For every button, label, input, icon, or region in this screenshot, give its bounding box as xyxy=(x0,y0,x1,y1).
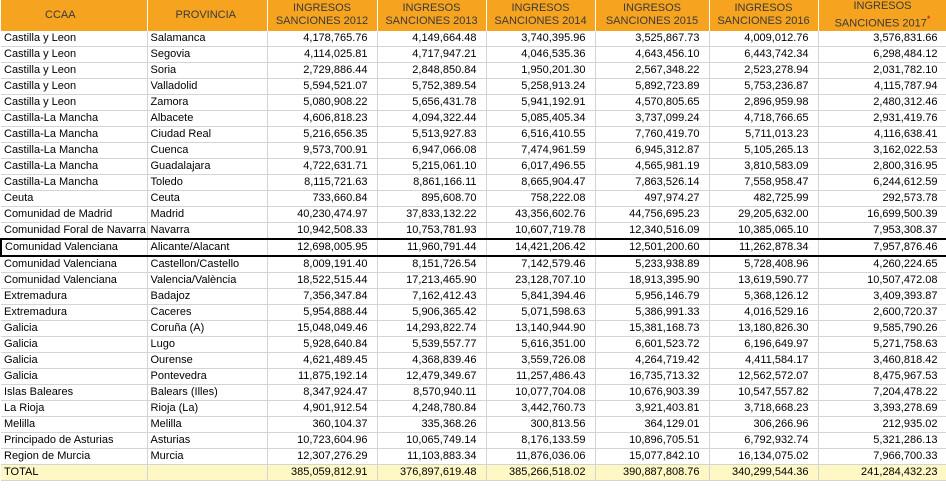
provincia-cell[interactable]: Valencia/València xyxy=(147,272,267,288)
provincia-cell[interactable]: Guadalajara xyxy=(147,158,267,174)
table-row xyxy=(1,256,946,273)
value-cell[interactable]: 12,479,349.67 xyxy=(377,368,486,384)
value-cell[interactable]: 23,128,707.10 xyxy=(486,272,595,288)
table-row xyxy=(1,239,946,256)
value-cell[interactable]: 4,264,719.42 xyxy=(595,352,709,368)
table-row xyxy=(1,384,946,400)
value-cell[interactable]: 5,513,927.83 xyxy=(377,126,486,142)
value-cell[interactable]: 5,928,640.84 xyxy=(267,336,377,352)
ccaa-cell[interactable]: Castilla-La Mancha xyxy=(1,174,147,190)
header-year-2013[interactable] xyxy=(377,0,486,31)
table-row xyxy=(1,94,946,110)
value-cell[interactable]: 7,957,876.46 xyxy=(818,239,946,256)
ccaa-cell[interactable]: Comunidad Foral de Navarra xyxy=(1,222,147,239)
value-cell[interactable]: 12,501,200.60 xyxy=(595,239,709,256)
value-cell[interactable]: 335,368.26 xyxy=(377,416,486,432)
header-line2: SANCIONES 2016 xyxy=(717,15,810,28)
provincia-cell[interactable]: Navarra xyxy=(147,222,267,239)
value-cell[interactable]: 8,475,967.53 xyxy=(818,368,946,384)
provincia-cell[interactable]: Ceuta xyxy=(147,190,267,206)
value-cell[interactable]: 4,248,780.84 xyxy=(377,400,486,416)
ccaa-cell[interactable]: Comunidad Valenciana xyxy=(1,272,147,288)
table-row xyxy=(1,110,946,126)
ccaa-cell[interactable]: Galicia xyxy=(1,352,147,368)
value-cell[interactable]: 5,071,598.63 xyxy=(486,304,595,320)
value-cell[interactable]: 6,017,496.55 xyxy=(486,158,595,174)
table-row xyxy=(1,158,946,174)
value-cell[interactable]: 29,205,632.00 xyxy=(709,206,818,222)
value-cell[interactable]: 13,619,590.77 xyxy=(709,272,818,288)
ccaa-cell[interactable]: Comunidad Valenciana xyxy=(1,239,147,256)
value-cell[interactable]: 5,215,061.10 xyxy=(377,158,486,174)
table-row xyxy=(1,432,946,448)
value-cell[interactable]: 6,244,612.59 xyxy=(818,174,946,190)
total-value-cell[interactable]: 376,897,619.48 xyxy=(377,464,486,480)
provincia-cell[interactable]: Albacete xyxy=(147,110,267,126)
value-cell[interactable]: 10,753,781.93 xyxy=(377,222,486,239)
header-year-2012[interactable] xyxy=(267,0,377,31)
value-cell[interactable]: 12,562,572.07 xyxy=(709,368,818,384)
value-cell[interactable]: 5,105,265.13 xyxy=(709,142,818,158)
header-line1: INGRESOS xyxy=(402,2,461,15)
value-cell[interactable]: 12,698,005.95 xyxy=(267,239,377,256)
value-cell[interactable]: 8,115,721.63 xyxy=(267,174,377,190)
value-cell[interactable]: 16,134,075.02 xyxy=(709,448,818,464)
value-cell[interactable]: 7,204,478.22 xyxy=(818,384,946,400)
table-row xyxy=(1,416,946,432)
header-year-2016[interactable] xyxy=(709,0,818,31)
ccaa-cell[interactable]: Castilla-La Mancha xyxy=(1,110,147,126)
header-line1: INGRESOS xyxy=(292,2,352,15)
header-line1: INGRESOS xyxy=(622,2,682,15)
value-cell[interactable]: 895,608.70 xyxy=(377,190,486,206)
ccaa-cell[interactable]: Ceuta xyxy=(1,190,147,206)
header-line2: SANCIONES 2017 xyxy=(834,17,927,30)
value-cell[interactable]: 4,114,025.81 xyxy=(267,46,377,62)
value-cell[interactable]: 4,565,981.19 xyxy=(595,158,709,174)
provincia-cell[interactable]: Balears (Illes) xyxy=(147,384,267,400)
ccaa-cell[interactable]: Region de Murcia xyxy=(1,448,147,464)
value-cell[interactable]: 5,954,888.44 xyxy=(267,304,377,320)
value-cell[interactable]: 3,525,867.73 xyxy=(595,31,709,47)
value-cell[interactable]: 7,356,347.84 xyxy=(267,288,377,304)
value-cell[interactable]: 3,393,278.69 xyxy=(818,400,946,416)
table-row xyxy=(1,336,946,352)
value-cell[interactable]: 3,921,403.81 xyxy=(595,400,709,416)
value-cell[interactable]: 4,621,489.45 xyxy=(267,352,377,368)
ccaa-cell[interactable]: Islas Baleares xyxy=(1,384,147,400)
header-year-2014[interactable] xyxy=(486,0,595,31)
ccaa-cell[interactable]: Comunidad de Madrid xyxy=(1,206,147,222)
value-cell[interactable]: 5,906,365.42 xyxy=(377,304,486,320)
value-cell[interactable]: 2,600,720.37 xyxy=(818,304,946,320)
table-row xyxy=(1,352,946,368)
table-row xyxy=(1,400,946,416)
value-cell[interactable]: 5,321,286.13 xyxy=(818,432,946,448)
value-cell[interactable]: 8,347,924.47 xyxy=(267,384,377,400)
value-cell[interactable]: 7,558,958.47 xyxy=(709,174,818,190)
value-cell[interactable]: 3,718,668.23 xyxy=(709,400,818,416)
provincia-cell[interactable]: Coruña (A) xyxy=(147,320,267,336)
value-cell[interactable]: 16,699,500.39 xyxy=(818,206,946,222)
table-row xyxy=(1,206,946,222)
value-cell[interactable]: 5,233,938.89 xyxy=(595,256,709,273)
total-value-cell[interactable]: 241,284,432.23 xyxy=(818,464,946,480)
value-cell[interactable]: 292,573.78 xyxy=(818,190,946,206)
value-cell[interactable]: 37,833,132.22 xyxy=(377,206,486,222)
value-cell[interactable]: 733,660.84 xyxy=(267,190,377,206)
value-cell[interactable]: 5,656,431.78 xyxy=(377,94,486,110)
value-cell[interactable]: 5,941,192.91 xyxy=(486,94,595,110)
value-cell[interactable]: 4,411,584.17 xyxy=(709,352,818,368)
ccaa-cell[interactable]: Extremadura xyxy=(1,288,147,304)
value-cell[interactable]: 10,676,903.39 xyxy=(595,384,709,400)
value-cell[interactable]: 10,077,704.08 xyxy=(486,384,595,400)
table-row xyxy=(1,368,946,384)
value-cell[interactable]: 2,480,312.46 xyxy=(818,94,946,110)
value-cell[interactable]: 7,474,961.59 xyxy=(486,142,595,158)
provincia-cell[interactable]: Ciudad Real xyxy=(147,126,267,142)
header-line1: INGRESOS xyxy=(511,2,570,15)
provincia-cell[interactable]: Segovia xyxy=(147,46,267,62)
ccaa-cell[interactable]: Castilla-La Mancha xyxy=(1,142,147,158)
value-cell[interactable]: 758,222.08 xyxy=(486,190,595,206)
value-cell[interactable]: 3,162,022.53 xyxy=(818,142,946,158)
value-cell[interactable]: 17,213,465.90 xyxy=(377,272,486,288)
header-line2: SANCIONES 2015 xyxy=(605,15,699,28)
table-row xyxy=(1,272,946,288)
value-cell[interactable]: 6,947,066.08 xyxy=(377,142,486,158)
value-cell[interactable]: 7,760,419.70 xyxy=(595,126,709,142)
value-cell[interactable]: 15,381,168.73 xyxy=(595,320,709,336)
total-value-cell[interactable]: 385,266,518.02 xyxy=(486,464,595,480)
value-cell[interactable]: 44,756,695.23 xyxy=(595,206,709,222)
value-cell[interactable]: 6,516,410.55 xyxy=(486,126,595,142)
value-cell[interactable]: 5,956,146.79 xyxy=(595,288,709,304)
header-year-2017[interactable] xyxy=(818,0,946,31)
value-cell[interactable]: 18,913,395.90 xyxy=(595,272,709,288)
value-cell[interactable]: 2,031,782.10 xyxy=(818,62,946,78)
value-cell[interactable]: 12,340,516.09 xyxy=(595,222,709,239)
table-row xyxy=(1,174,946,190)
empty-cell[interactable] xyxy=(147,464,267,480)
provincia-cell[interactable]: Melilla xyxy=(147,416,267,432)
ccaa-cell[interactable]: Castilla-La Mancha xyxy=(1,158,147,174)
value-cell[interactable]: 4,016,529.16 xyxy=(709,304,818,320)
provincia-cell[interactable]: Murcia xyxy=(147,448,267,464)
value-cell[interactable]: 300,813.56 xyxy=(486,416,595,432)
value-cell[interactable]: 3,442,760.73 xyxy=(486,400,595,416)
value-cell[interactable]: 364,129.01 xyxy=(595,416,709,432)
value-cell[interactable]: 3,409,393.87 xyxy=(818,288,946,304)
value-cell[interactable]: 7,863,526.14 xyxy=(595,174,709,190)
value-cell[interactable]: 3,460,818.42 xyxy=(818,352,946,368)
value-cell[interactable]: 2,800,316.95 xyxy=(818,158,946,174)
value-cell[interactable]: 8,151,726.54 xyxy=(377,256,486,273)
header-ccaa[interactable]: CCAA xyxy=(1,0,147,31)
value-cell[interactable]: 5,539,557.77 xyxy=(377,336,486,352)
value-cell[interactable]: 6,601,523.72 xyxy=(595,336,709,352)
value-cell[interactable]: 11,103,883.34 xyxy=(377,448,486,464)
table-row xyxy=(1,222,946,239)
value-cell[interactable]: 5,753,236.87 xyxy=(709,78,818,94)
value-cell[interactable]: 5,368,126.12 xyxy=(709,288,818,304)
table-row xyxy=(1,320,946,336)
ccaa-cell[interactable]: Comunidad Valenciana xyxy=(1,256,147,273)
value-cell[interactable]: 8,176,133.59 xyxy=(486,432,595,448)
header-line1: INGRESOS xyxy=(734,2,793,15)
total-value-cell[interactable]: 385,059,812.91 xyxy=(267,464,377,480)
value-cell[interactable]: 6,298,484.12 xyxy=(818,46,946,62)
table-row xyxy=(1,142,946,158)
value-cell[interactable]: 7,953,308.37 xyxy=(818,222,946,239)
provincia-cell[interactable]: Castellon/Castello xyxy=(147,256,267,273)
header-provincia[interactable]: PROVINCIA xyxy=(147,0,267,31)
value-cell[interactable]: 5,616,351.00 xyxy=(486,336,595,352)
value-cell[interactable]: 40,230,474.97 xyxy=(267,206,377,222)
value-cell[interactable]: 4,606,818.23 xyxy=(267,110,377,126)
value-cell[interactable]: 16,735,713.32 xyxy=(595,368,709,384)
total-value-cell[interactable]: 390,887,808.76 xyxy=(595,464,709,480)
value-cell[interactable]: 11,875,192.14 xyxy=(267,368,377,384)
value-cell[interactable]: 10,385,065.10 xyxy=(709,222,818,239)
value-cell[interactable]: 13,180,826.30 xyxy=(709,320,818,336)
value-cell[interactable]: 5,216,656.35 xyxy=(267,126,377,142)
value-cell[interactable]: 5,841,394.46 xyxy=(486,288,595,304)
value-cell[interactable]: 497,974.27 xyxy=(595,190,709,206)
ccaa-cell[interactable]: Extremadura xyxy=(1,304,147,320)
value-cell[interactable]: 7,142,579.46 xyxy=(486,256,595,273)
ccaa-cell[interactable]: Galicia xyxy=(1,320,147,336)
provincia-cell[interactable]: Valladolid xyxy=(147,78,267,94)
value-cell[interactable]: 11,876,036.06 xyxy=(486,448,595,464)
total-label[interactable]: TOTAL xyxy=(1,464,147,480)
value-cell[interactable]: 13,140,944.90 xyxy=(486,320,595,336)
value-cell[interactable]: 5,728,408.96 xyxy=(709,256,818,273)
value-cell[interactable]: 11,257,486.43 xyxy=(486,368,595,384)
ccaa-cell[interactable]: Castilla-La Mancha xyxy=(1,126,147,142)
value-cell[interactable]: 4,368,839.46 xyxy=(377,352,486,368)
value-cell[interactable]: 4,260,224.65 xyxy=(818,256,946,273)
table-row xyxy=(1,288,946,304)
value-cell[interactable]: 3,559,726.08 xyxy=(486,352,595,368)
value-cell[interactable]: 6,945,312.87 xyxy=(595,142,709,158)
value-cell[interactable]: 4,178,765.76 xyxy=(267,31,377,47)
value-cell[interactable]: 10,607,719.78 xyxy=(486,222,595,239)
provincia-cell[interactable]: Lugo xyxy=(147,336,267,352)
footnote-marker: * xyxy=(926,14,931,24)
value-cell[interactable]: 4,009,012.76 xyxy=(709,31,818,47)
value-cell[interactable]: 2,729,886.44 xyxy=(267,62,377,78)
table-row xyxy=(1,190,946,206)
value-cell[interactable]: 10,065,749.14 xyxy=(377,432,486,448)
value-cell[interactable]: 11,960,791.44 xyxy=(377,239,486,256)
header-line1: INGRESOS xyxy=(853,0,912,12)
total-value-cell[interactable]: 340,299,544.36 xyxy=(709,464,818,480)
value-cell[interactable]: 4,570,805.65 xyxy=(595,94,709,110)
provincia-cell[interactable]: Badajoz xyxy=(147,288,267,304)
value-cell[interactable]: 10,896,705.51 xyxy=(595,432,709,448)
value-cell[interactable]: 4,718,766.65 xyxy=(709,110,818,126)
table-row xyxy=(1,46,946,62)
value-cell[interactable]: 2,567,348.22 xyxy=(595,62,709,78)
value-cell[interactable]: 14,421,206.42 xyxy=(486,239,595,256)
value-cell[interactable]: 8,570,940.11 xyxy=(377,384,486,400)
value-cell[interactable]: 6,792,932.74 xyxy=(709,432,818,448)
value-cell[interactable]: 5,258,913.24 xyxy=(486,78,595,94)
ccaa-cell[interactable]: Castilla y Leon xyxy=(1,94,147,110)
provincia-cell[interactable]: Cuenca xyxy=(147,142,267,158)
table-row xyxy=(1,31,946,47)
value-cell[interactable]: 10,507,472.08 xyxy=(818,272,946,288)
table-row xyxy=(1,62,946,78)
provincia-cell[interactable]: Caceres xyxy=(147,304,267,320)
value-cell[interactable]: 10,942,508.33 xyxy=(267,222,377,239)
value-cell[interactable]: 3,810,583.09 xyxy=(709,158,818,174)
value-cell[interactable]: 5,271,758.63 xyxy=(818,336,946,352)
value-cell[interactable]: 11,262,878.34 xyxy=(709,239,818,256)
value-cell[interactable]: 8,665,904.47 xyxy=(486,174,595,190)
total-row xyxy=(1,464,946,480)
value-cell[interactable]: 3,576,831.66 xyxy=(818,31,946,47)
provincia-cell[interactable]: Madrid xyxy=(147,206,267,222)
value-cell[interactable]: 5,085,405.34 xyxy=(486,110,595,126)
value-cell[interactable]: 5,752,389.54 xyxy=(377,78,486,94)
value-cell[interactable]: 43,356,602.76 xyxy=(486,206,595,222)
value-cell[interactable]: 18,522,515.44 xyxy=(267,272,377,288)
header-year-2015[interactable] xyxy=(595,0,709,31)
value-cell[interactable]: 10,723,604.96 xyxy=(267,432,377,448)
value-cell[interactable]: 4,717,947.21 xyxy=(377,46,486,62)
value-cell[interactable]: 5,080,908.22 xyxy=(267,94,377,110)
value-cell[interactable]: 15,048,049.46 xyxy=(267,320,377,336)
provincia-cell[interactable]: Asturias xyxy=(147,432,267,448)
header-line2: SANCIONES 2012 xyxy=(275,15,369,28)
provincia-cell[interactable]: Alicante/Alacant xyxy=(147,239,267,256)
header-line2: SANCIONES 2014 xyxy=(494,15,587,28)
ccaa-cell[interactable]: La Rioja xyxy=(1,400,147,416)
value-cell[interactable]: 5,594,521.07 xyxy=(267,78,377,94)
ccaa-cell[interactable]: Castilla y Leon xyxy=(1,78,147,94)
value-cell[interactable]: 2,848,850.84 xyxy=(377,62,486,78)
provincia-cell[interactable]: Ourense xyxy=(147,352,267,368)
value-cell[interactable]: 2,931,419.76 xyxy=(818,110,946,126)
value-cell[interactable]: 4,094,322.44 xyxy=(377,110,486,126)
ccaa-cell[interactable]: Galicia xyxy=(1,368,147,384)
value-cell[interactable]: 4,116,638.41 xyxy=(818,126,946,142)
value-cell[interactable]: 1,950,201.30 xyxy=(486,62,595,78)
provincia-cell[interactable]: Rioja (La) xyxy=(147,400,267,416)
value-cell[interactable]: 306,266.96 xyxy=(709,416,818,432)
ccaa-cell[interactable]: Melilla xyxy=(1,416,147,432)
value-cell[interactable]: 4,149,664.48 xyxy=(377,31,486,47)
header-row xyxy=(1,0,946,31)
value-cell[interactable]: 7,162,412.43 xyxy=(377,288,486,304)
value-cell[interactable]: 10,547,557.82 xyxy=(709,384,818,400)
value-cell[interactable]: 4,722,631.71 xyxy=(267,158,377,174)
provincia-cell[interactable]: Toledo xyxy=(147,174,267,190)
ccaa-cell[interactable]: Principado de Asturias xyxy=(1,432,147,448)
value-cell[interactable]: 15,077,842.10 xyxy=(595,448,709,464)
value-cell[interactable]: 4,901,912.54 xyxy=(267,400,377,416)
header-line2: SANCIONES 2013 xyxy=(385,15,478,28)
value-cell[interactable]: 4,046,535.36 xyxy=(486,46,595,62)
provincia-cell[interactable]: Soria xyxy=(147,62,267,78)
provincia-cell[interactable]: Salamanca xyxy=(147,31,267,47)
value-cell[interactable]: 6,196,649.97 xyxy=(709,336,818,352)
provincia-cell[interactable]: Zamora xyxy=(147,94,267,110)
table-row xyxy=(1,448,946,464)
value-cell[interactable]: 2,896,959.98 xyxy=(709,94,818,110)
value-cell[interactable]: 7,966,700.33 xyxy=(818,448,946,464)
value-cell[interactable]: 5,386,991.33 xyxy=(595,304,709,320)
table-row xyxy=(1,78,946,94)
value-cell[interactable]: 8,861,166.11 xyxy=(377,174,486,190)
value-cell[interactable]: 2,523,278.94 xyxy=(709,62,818,78)
value-cell[interactable]: 212,935.02 xyxy=(818,416,946,432)
provincia-cell[interactable]: Pontevedra xyxy=(147,368,267,384)
value-cell[interactable]: 9,585,790.26 xyxy=(818,320,946,336)
value-cell[interactable]: 8,009,191.40 xyxy=(267,256,377,273)
table-row xyxy=(1,304,946,320)
value-cell[interactable]: 4,643,456.10 xyxy=(595,46,709,62)
value-cell[interactable]: 5,711,013.23 xyxy=(709,126,818,142)
value-cell[interactable]: 360,104.37 xyxy=(267,416,377,432)
value-cell[interactable]: 482,725.99 xyxy=(709,190,818,206)
value-cell[interactable]: 3,737,099.24 xyxy=(595,110,709,126)
ccaa-cell[interactable]: Castilla y Leon xyxy=(1,46,147,62)
table-row xyxy=(1,126,946,142)
ccaa-cell[interactable]: Castilla y Leon xyxy=(1,31,147,47)
value-cell[interactable]: 14,293,822.74 xyxy=(377,320,486,336)
value-cell[interactable]: 6,443,742.34 xyxy=(709,46,818,62)
ccaa-cell[interactable]: Galicia xyxy=(1,336,147,352)
value-cell[interactable]: 3,740,395.96 xyxy=(486,31,595,47)
value-cell[interactable]: 9,573,700.91 xyxy=(267,142,377,158)
value-cell[interactable]: 5,892,723.89 xyxy=(595,78,709,94)
value-cell[interactable]: 4,115,787.94 xyxy=(818,78,946,94)
value-cell[interactable]: 12,307,276.29 xyxy=(267,448,377,464)
ccaa-cell[interactable]: Castilla y Leon xyxy=(1,62,147,78)
